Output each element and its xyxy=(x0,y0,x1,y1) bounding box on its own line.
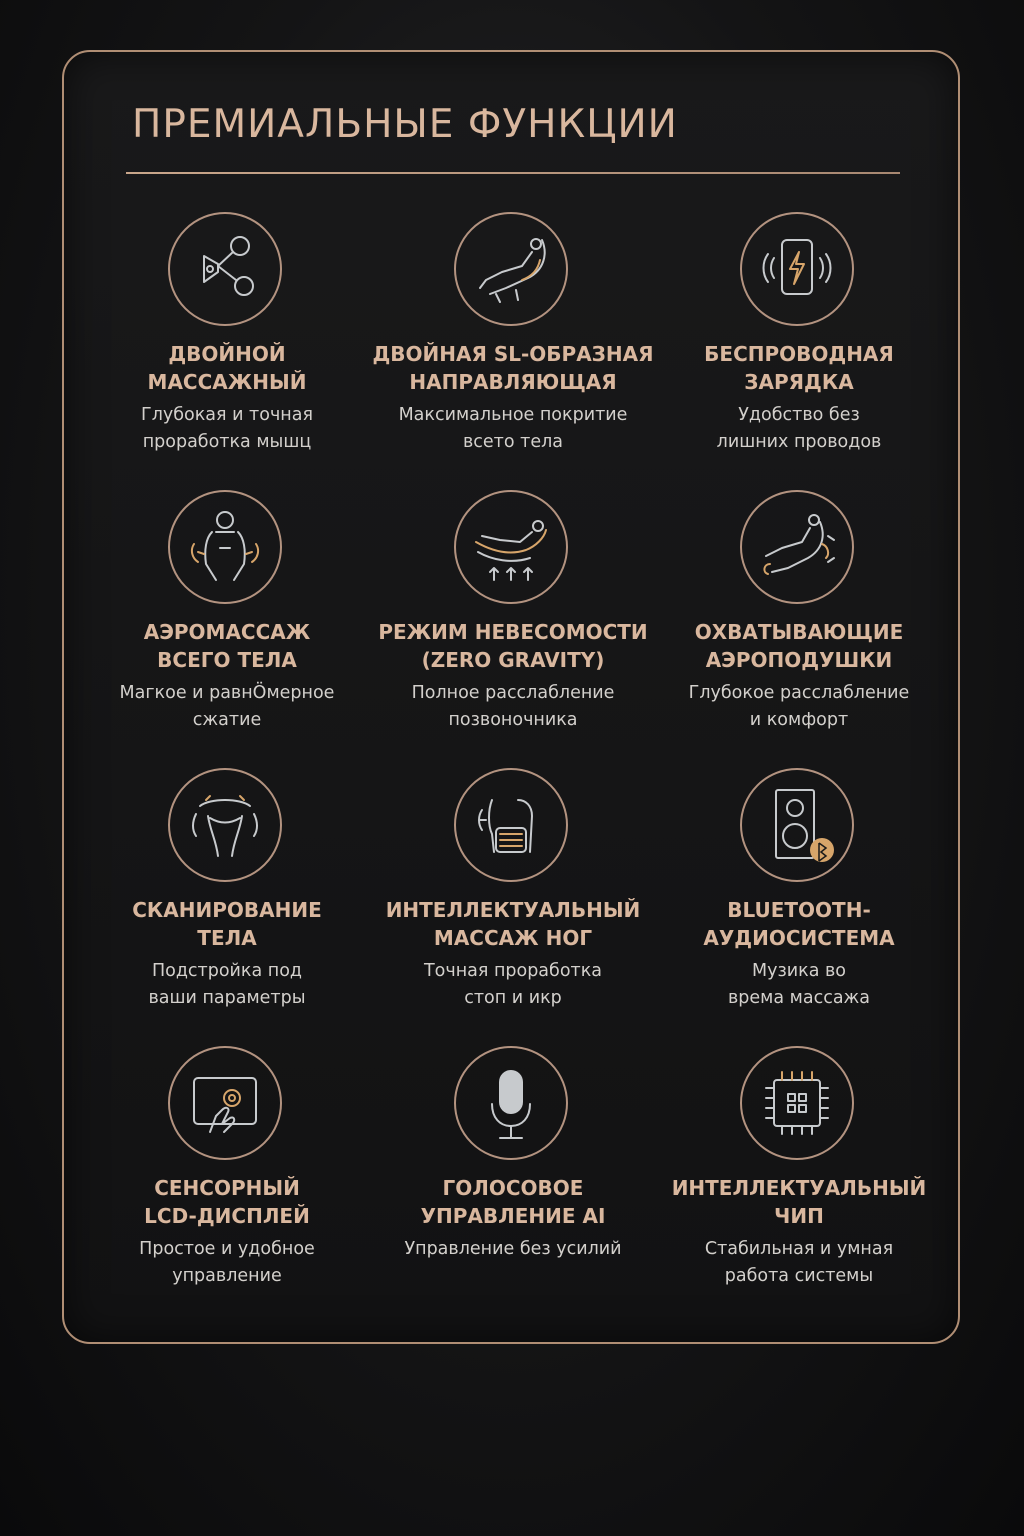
feature-title: ДВОЙНОЙ МАССАЖНЫЙ xyxy=(147,342,307,394)
page-title: ПРЕМИАЛЬНЫЕ ФУНКЦИИ xyxy=(132,102,678,147)
air-cushion-chair-icon xyxy=(740,490,854,604)
microphone-icon xyxy=(454,1046,568,1160)
feature-title: БЕСПРОВОДНАЯ ЗАРЯДКА xyxy=(704,342,894,394)
feature-desc: Точная проработка стоп и икр xyxy=(423,961,603,1008)
double-massage-roller-icon xyxy=(168,212,282,326)
zero-gravity-icon xyxy=(454,490,568,604)
features-panel xyxy=(62,50,960,1344)
feature-desc: Музика во врема массажа xyxy=(727,961,871,1008)
feature-title: ДВОЙНАЯ SL-ОБРАЗНАЯ НАПРАВЛЯЮЩАЯ xyxy=(372,342,654,394)
title-divider xyxy=(126,172,900,174)
feature-desc: Глубокая и точная проработка мышц xyxy=(141,405,313,452)
feature-desc: Глубокое расслабление и комфорт xyxy=(688,683,910,730)
bluetooth-speaker-icon xyxy=(740,768,854,882)
feature-desc: Простое и удобное управление xyxy=(139,1239,315,1286)
feature-desc: Управление без усилий xyxy=(404,1239,622,1259)
feature-title: ИНТЕЛЛЕКТУАЛЬНЫЙ ЧИП xyxy=(671,1176,927,1228)
feature-desc: Удобство без лишних проводов xyxy=(716,405,882,452)
feature-title: ОХВАТЫВАЮЩИЕ АЭРОПОДУШКИ xyxy=(694,620,904,672)
feature-title: АЭРОМАССАЖ ВСЕГО ТЕЛА xyxy=(143,620,311,672)
feature-title: ИНТЕЛЛЕКТУАЛЬНЫЙ МАССАЖ НОГ xyxy=(385,898,641,950)
body-scan-icon xyxy=(168,768,282,882)
feature-desc: Магкое и равнÖмерное сжатие xyxy=(119,683,335,730)
feature-title: СЕНСОРНЫЙ LCD-ДИСПЛЕЙ xyxy=(144,1176,310,1228)
feature-desc: Подстройка под ваши параметры xyxy=(148,961,306,1008)
feature-desc: Максимальное покритие всето тела xyxy=(398,405,628,452)
feature-title: ГОЛОСОВОЕ УПРАВЛЕНИЕ AI xyxy=(420,1176,606,1228)
foot-massage-icon xyxy=(454,768,568,882)
feature-title: СКАНИРОВАНИЕ ТЕЛА xyxy=(132,898,322,950)
chip-icon xyxy=(740,1046,854,1160)
feature-desc: Стабильная и умная работа системы xyxy=(704,1239,894,1286)
touch-lcd-display-icon xyxy=(168,1046,282,1160)
feature-desc: Полное расслабление позвоночника xyxy=(411,683,615,730)
feature-title: BLUETOOTH- АУДИОСИСТЕМА xyxy=(703,898,895,950)
wireless-charging-phone-icon xyxy=(740,212,854,326)
air-massage-body-icon xyxy=(168,490,282,604)
sl-track-chair-icon xyxy=(454,212,568,326)
feature-title: РЕЖИМ НЕВЕСОМОСТИ (ZERO GRAVITY) xyxy=(378,620,648,672)
